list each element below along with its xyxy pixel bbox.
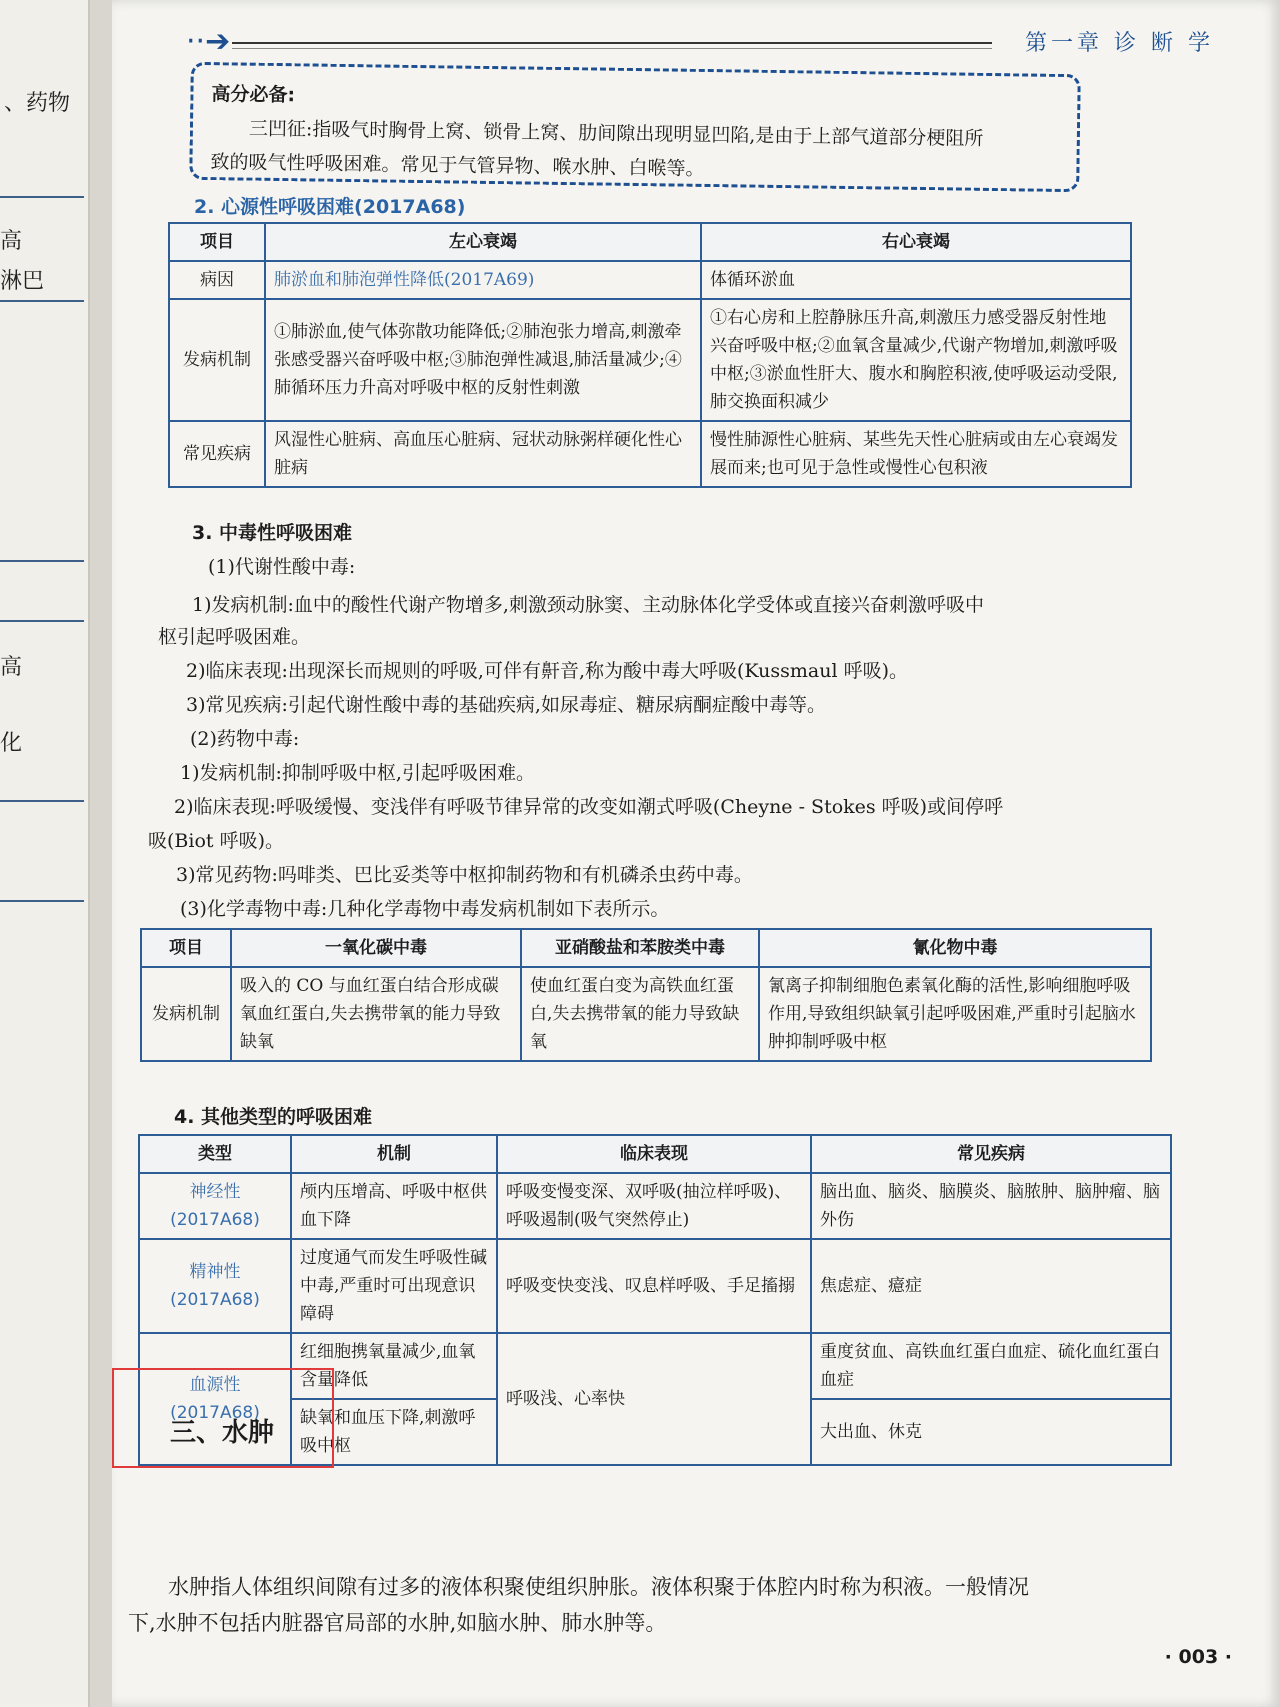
row-label: 病因 bbox=[169, 261, 265, 299]
header-rule bbox=[232, 42, 992, 44]
body-line: (2)药物中毒: bbox=[190, 728, 300, 750]
table-cell: 颅内压增高、呼吸中枢供血下降 bbox=[291, 1173, 497, 1239]
table-header: 常见疾病 bbox=[811, 1135, 1171, 1173]
table-header-row bbox=[139, 1135, 1171, 1173]
body-line: (1)代谢性酸中毒: bbox=[208, 556, 356, 578]
left-page-fragment: 化 bbox=[0, 731, 23, 756]
body-line: 1)发病机制:血中的酸性代谢产物增多,刺激颈动脉窦、主动脉体化学受体或直接兴奋刺激呼吸中 bbox=[192, 594, 984, 616]
left-page-fragment: 淋巴 bbox=[0, 269, 45, 294]
body-line: 1)发病机制:抑制呼吸中枢,引起呼吸困难。 bbox=[180, 762, 535, 784]
table-header: 项目 bbox=[169, 223, 265, 261]
tip-line: 致的吸气性呼吸困难。常见于气管异物、喉水肿、白喉等。 bbox=[210, 151, 705, 180]
row-label: 发病机制 bbox=[169, 299, 265, 421]
table-rule bbox=[0, 620, 84, 622]
tip-box bbox=[189, 62, 1081, 192]
header-rule bbox=[232, 48, 992, 49]
table-cell: 体循环淤血 bbox=[701, 261, 1131, 299]
tip-line: 三凹征:指吸气时胸骨上窝、锁骨上窝、肋间隙出现明显凹陷,是由于上部气道部分梗阻所 bbox=[248, 117, 984, 150]
table-cell: 吸入的 CO 与血红蛋白结合形成碳氧血红蛋白,失去携带氧的能力导致缺氧 bbox=[231, 967, 521, 1061]
table-cell: ①右心房和上腔静脉压升高,刺激压力感受器反射性地兴奋呼吸中枢;②血氧含量减少,代谢产物增加,刺激呼吸中枢;③淤血性肝大、腹水和胸腔积液,使呼吸运动受限,肺交换面积减少 bbox=[701, 299, 1131, 421]
left-page-fragment: 高 bbox=[0, 655, 23, 680]
table-row bbox=[139, 1239, 1171, 1333]
table-row bbox=[141, 967, 1151, 1061]
table-cell: 呼吸浅、心率快 bbox=[497, 1333, 811, 1465]
table-header: 类型 bbox=[139, 1135, 291, 1173]
section-title: 4. 其他类型的呼吸困难 bbox=[174, 1106, 373, 1128]
table-header: 左心衰竭 bbox=[265, 223, 701, 261]
table-cell: 肺淤血和肺泡弹性降低(2017A69) bbox=[265, 261, 701, 299]
table-cell: 红细胞携氧量减少,血氧含量降低 bbox=[291, 1333, 497, 1399]
table-cell: 重度贫血、高铁血红蛋白血症、硫化血红蛋白血症 bbox=[811, 1333, 1171, 1399]
table-cell: 呼吸变慢变深、双呼吸(抽泣样呼吸)、呼吸遏制(吸气突然停止) bbox=[497, 1173, 811, 1239]
body-line: 吸(Biot 呼吸)。 bbox=[148, 830, 284, 852]
table-header: 机制 bbox=[291, 1135, 497, 1173]
table-header: 项目 bbox=[141, 929, 231, 967]
tip-title: 高分必备: bbox=[211, 83, 296, 107]
table-row bbox=[139, 1173, 1171, 1239]
left-page-fragment: 、药物 bbox=[4, 91, 71, 116]
toxin-table bbox=[140, 928, 1152, 1062]
table-cell: 脑出血、脑炎、脑膜炎、脑脓肿、脑肿瘤、脑外伤 bbox=[811, 1173, 1171, 1239]
body-line: (3)化学毒物中毒:几种化学毒物中毒发病机制如下表所示。 bbox=[180, 898, 670, 920]
table-header-row bbox=[169, 223, 1131, 261]
row-label: 常见疾病 bbox=[169, 421, 265, 487]
cardiac-dyspnea-table bbox=[168, 222, 1132, 488]
left-facing-page bbox=[0, 0, 90, 1707]
body-line: 3)常见疾病:引起代谢性酸中毒的基础疾病,如尿毒症、糖尿病酮症酸中毒等。 bbox=[186, 694, 826, 716]
table-cell: 缺氧和血压下降,刺激呼吸中枢 bbox=[291, 1399, 497, 1465]
table-header: 右心衰竭 bbox=[701, 223, 1131, 261]
table-rule bbox=[0, 196, 84, 198]
chapter-title: 第一章 诊 断 学 bbox=[1025, 31, 1214, 56]
table-cell: 大出血、休克 bbox=[811, 1399, 1171, 1465]
body-line: 水肿指人体组织间隙有过多的液体积聚使组织肿胀。液体积聚于体腔内时称为积液。一般情况 bbox=[168, 1575, 1029, 1599]
table-rule bbox=[0, 300, 84, 302]
table-cell: 风湿性心脏病、高血压心脏病、冠状动脉粥样硬化性心脏病 bbox=[265, 421, 701, 487]
arrow-icon: ··➔ bbox=[186, 24, 231, 59]
page-number: · 003 · bbox=[1164, 1646, 1232, 1668]
body-line: 下,水肿不包括内脏器官局部的水肿,如脑水肿、肺水肿等。 bbox=[128, 1611, 667, 1635]
book-page bbox=[112, 0, 1280, 1707]
table-cell: 使血红蛋白变为高铁血红蛋白,失去携带氧的能力导致缺氧 bbox=[521, 967, 759, 1061]
row-label: 精神性(2017A68) bbox=[139, 1239, 291, 1333]
body-line: 3)常见药物:吗啡类、巴比妥类等中枢抑制药物和有机磷杀虫药中毒。 bbox=[176, 864, 753, 886]
table-cell: 氰离子抑制细胞色素氧化酶的活性,影响细胞呼吸作用,导致组织缺氧引起呼吸困难,严重时引起脑水肿抑制呼吸中枢 bbox=[759, 967, 1151, 1061]
page-header bbox=[186, 22, 1226, 62]
body-line: 2)临床表现:出现深长而规则的呼吸,可伴有鼾音,称为酸中毒大呼吸(Kussmaul 呼吸)。 bbox=[186, 660, 909, 682]
row-label: 神经性(2017A68) bbox=[139, 1173, 291, 1239]
body-line: 2)临床表现:呼吸缓慢、变浅伴有呼吸节律异常的改变如潮式呼吸(Cheyne - Stokes 呼吸)或间停呼 bbox=[174, 796, 1004, 818]
left-page-fragment: 高 bbox=[0, 229, 23, 254]
table-header: 一氧化碳中毒 bbox=[231, 929, 521, 967]
table-cell: 慢性肺源性心脏病、某些先天性心脏病或由左心衰竭发展而来;也可见于急性或慢性心包积液 bbox=[701, 421, 1131, 487]
table-row bbox=[169, 421, 1131, 487]
table-row bbox=[169, 261, 1131, 299]
table-header-row bbox=[141, 929, 1151, 967]
table-rule bbox=[0, 800, 84, 802]
table-header: 亚硝酸盐和苯胺类中毒 bbox=[521, 929, 759, 967]
table-row bbox=[169, 299, 1131, 421]
row-label: 血源性(2017A68) bbox=[139, 1333, 291, 1465]
table-cell: 过度通气而发生呼吸性碱中毒,严重时可出现意识障碍 bbox=[291, 1239, 497, 1333]
table-cell: ①肺淤血,使气体弥散功能降低;②肺泡张力增高,刺激牵张感受器兴奋呼吸中枢;③肺泡弹性减退,肺活量减少;④肺循环压力升高对呼吸中枢的反射性刺激 bbox=[265, 299, 701, 421]
section-heading: 三、水肿 bbox=[170, 1418, 275, 1448]
table-cell: 呼吸变快变浅、叹息样呼吸、手足搐搦 bbox=[497, 1239, 811, 1333]
table-rule bbox=[0, 560, 84, 562]
table-cell: 焦虑症、癔症 bbox=[811, 1239, 1171, 1333]
row-label: 发病机制 bbox=[141, 967, 231, 1061]
table-rule bbox=[0, 900, 84, 902]
section-title: 2. 心源性呼吸困难(2017A68) bbox=[194, 196, 466, 218]
table-header: 氰化物中毒 bbox=[759, 929, 1151, 967]
body-line: 枢引起呼吸困难。 bbox=[158, 626, 311, 648]
table-header: 临床表现 bbox=[497, 1135, 811, 1173]
section-title: 3. 中毒性呼吸困难 bbox=[192, 522, 353, 544]
